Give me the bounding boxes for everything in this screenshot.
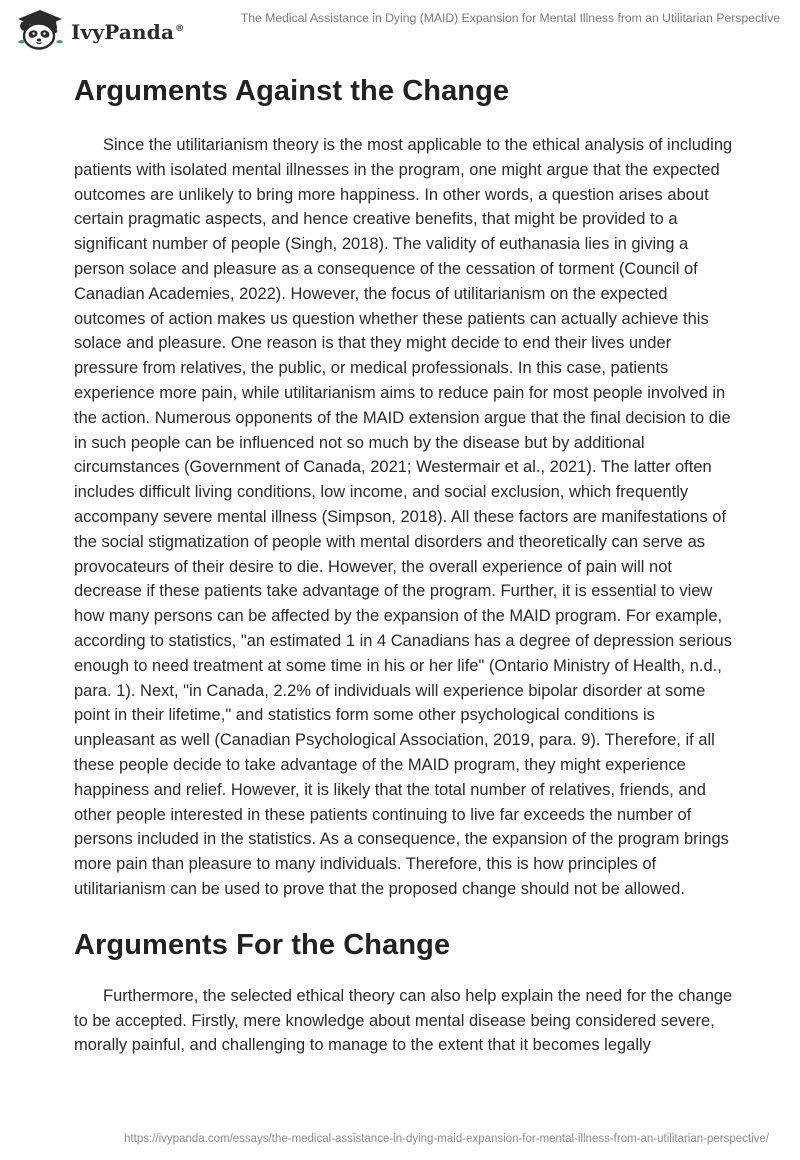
section-paragraph: Furthermore, the selected ethical theory can also help explain the need for the change to be accepted. Firstly, mere knowledge about mental disease being considered severe, morally painful, and challenging to manage to the extent that it becomes legally: [74, 986, 733, 1055]
page-header: [0, 0, 800, 56]
registered-mark: ®: [175, 23, 185, 34]
section-arguments-against: [74, 70, 734, 902]
panda-graduation-cap-icon: [14, 8, 66, 55]
section-heading: Arguments For the Change: [74, 928, 451, 961]
section-arguments-for: [74, 924, 734, 1058]
document-title: The Medical Assistance in Dying (MAID) Expansion for Mental Illness from an Utilitarian Perspective: [240, 11, 780, 25]
brand-logo[interactable]: [14, 8, 184, 55]
source-url[interactable]: https://ivypanda.com/essays/the-medical-assistance-in-dying-maid-expansion-for-mental-illness-from-an-utilitarian-perspective/: [124, 1133, 769, 1145]
article-body: [74, 70, 734, 1058]
section-heading: Arguments Against the Change: [74, 75, 510, 107]
brand-name: IvyPanda®: [71, 19, 185, 44]
section-paragraph: Since the utilitarianism theory is the most applicable to the ethical analysis of including patients with isolated mental illnesses in the program, one might argue that the expected outcomes are unlikely to bring more happiness. In other words, a question arises about certain pragmatic aspects, and hence creative benefits, that might be provided to a significant number of people (Singh, 2018). The validity of euthanasia lies in giving a person solace and pleasure as a consequence of the cessation of torment (Council of Canadian Academies, 2022). However, the focus of utilitarianism on the expected outcomes of action makes us question whether these patients can actually achieve this solace and pleasure. One reason is that they might decide to end their lives under pressure from relatives, the public, or medical professionals. In this case, patients experience more pain, while utilitarianism aims to reduce pain for most people involved in the action. Numerous opponents of the MAID extension argue that the final decision to die in such people can be influenced not so much by the disease but by additional circumstances (Government of Canada, 2021; Westermair et al., 2021). The latter often includes difficult living conditions, low income, and social exclusion, which frequently accompany severe mental illness (Simpson, 2018). All these factors are manifestations of the social stigmatization of people with mental disorders and theoretically can serve as provocateurs of their desire to die. However, the overall experience of pain will not decrease if these patients take advantage of the program. Further, it is essential to view how many persons can be affected by the expansion of the MAID program. For example, according to statistics, "an estimated 1 in 4 Canadians has a degree of depression serious enough to need treatment at some time in his or her life" (Ontario Ministry of Health, n.d., para. 1). Next, "in Canada, 2.2% of individuals will experience bipolar disorder at some point in their lifetime," and statistics form some other psychological conditions is unpleasant as well (Canadian Psychological Association, 2019, para. 9). Therefore, if all these people decide to take advantage of the MAID program, they might experience happiness and relief. However, it is likely that the total number of relatives, friends, and other people interested in these patients continuing to live far exceeds the number of persons included in the statistics. As a consequence, the expansion of the program brings more pain than pleasure to many individuals. Therefore, this is how principles of utilitarianism can be used to prove that the proposed change should not be allowed.: [74, 136, 733, 898]
